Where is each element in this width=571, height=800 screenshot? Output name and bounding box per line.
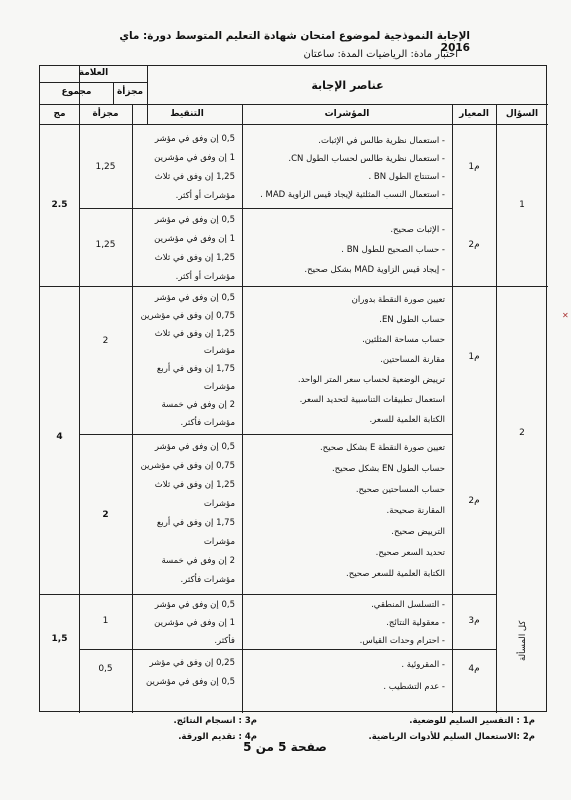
indicator-line: - التسلسل المنطقي.: [371, 600, 445, 610]
col-partial: مجزأة: [92, 109, 119, 119]
grid-line: [40, 286, 548, 287]
scoring-line: 1,25 إن وفق في ثلاث: [154, 480, 235, 490]
exam-title: الإجابة النموذجية لموضوع امتحان شهادة التعليم المتوسط دورة: ماي 2016: [119, 30, 470, 54]
indicator-line: - استنتاج الطول BN .: [368, 172, 445, 182]
scoring-line: 0,5 إن وفق في مؤشر: [154, 442, 235, 452]
indicator-line: تعيين صورة النقطة بدوران: [351, 295, 445, 305]
scoring-line: 1,25 إن وفق في ثلاث: [154, 328, 235, 339]
col-criterion: المعيار: [459, 109, 489, 119]
scoring-line: مؤشرات أو أكثر.: [175, 191, 235, 201]
indicator-line: الكتابة العلمية للسعر صحيح.: [346, 569, 445, 579]
scoring-line: 0,5 إن وفق في مؤشرين: [146, 677, 235, 687]
q3-m4-criterion: م4: [468, 664, 480, 674]
grid-line: [496, 104, 497, 713]
page-number: صفحة 5 من 5: [243, 740, 327, 754]
indicator-line: - استعمال النسب المثلثية لإيجاد قيس الزاوية MAD .: [260, 190, 445, 200]
col-indicators: المؤشرات: [324, 109, 370, 119]
scoring-line: مؤشرات أو أكثر.: [175, 272, 235, 282]
total-header: مجموع: [61, 87, 92, 97]
col-question: السؤال: [505, 109, 539, 119]
scoring-line: 1 إن وفق في مؤشرين: [154, 153, 235, 163]
scoring-line: 1,75 إن وفق في أربع: [156, 518, 235, 528]
grading-table: [39, 65, 547, 712]
exam-subtitle: اختبار مادة: الرياضيات المدة: ساعتان: [303, 49, 458, 60]
q2-m2-partial: 2: [102, 510, 109, 520]
indicator-line: الكتابة العلمية للسعر.: [369, 415, 445, 425]
grade-header: العلامة: [78, 68, 109, 78]
q3-m3-partial: 1: [102, 616, 109, 626]
scoring-line: 2 إن وفق في خمسة: [161, 399, 235, 410]
q3-m3-indicators: [360, 596, 445, 650]
q3-label: كل المسألة: [518, 620, 528, 662]
q3-total: 1,5: [51, 634, 68, 644]
partial-header: مجزأة: [116, 87, 144, 97]
indicator-line: - استعمال نظرية طالس لحساب الطول CN.: [288, 154, 445, 164]
col-total: مج: [53, 109, 66, 119]
scoring-line: 0,75 إن وفق في مؤشرين: [140, 310, 235, 321]
legend-m3: م3 : انسجام النتائج.: [173, 716, 257, 726]
q2-m2-criterion: م2: [468, 496, 480, 506]
scoring-line: 1,25 إن وفق في ثلاث: [154, 172, 235, 182]
scoring-line: 0,5 إن وفق في مؤشر: [154, 600, 235, 610]
scoring-line: 1 إن وفق في مؤشرين: [154, 234, 235, 244]
scoring-line: 0,25 إن وفق في مؤشر: [149, 658, 235, 668]
scoring-line: 1,25 إن وفق في ثلاث: [154, 253, 235, 263]
q2-total: 4: [56, 432, 63, 442]
q2-m1-criterion: م1: [468, 352, 480, 362]
scoring-line: 1,75 إن وفق في أربع: [156, 364, 235, 375]
scoring-line: 0,5 إن وفق في مؤشر: [154, 215, 235, 225]
indicator-line: تعيين صورة النقطة E بشكل صحيح.: [319, 443, 445, 453]
indicator-line: - معقولية النتائج.: [386, 618, 445, 628]
q2-m2-scoring: [141, 438, 235, 590]
q2-m2-indicators: [320, 438, 445, 585]
scoring-line: مؤشرات: [203, 346, 235, 357]
grid-line: [40, 594, 496, 595]
indicator-line: المقارنة صحيحة.: [386, 506, 445, 516]
grid-line: [40, 104, 548, 105]
q1-m1-criterion: م1: [468, 162, 480, 172]
grid-line: [40, 124, 548, 125]
q3-m4-indicators: [383, 654, 445, 698]
scoring-line: مؤشرات فأكثر.: [180, 575, 235, 585]
scoring-line: 2 إن وفق في خمسة: [161, 556, 235, 566]
q2-m1-scoring: [141, 290, 235, 432]
grid-line: [242, 104, 243, 713]
scoring-line: مؤشرات: [203, 499, 235, 509]
q1-m2-partial: 1,25: [95, 240, 116, 250]
q3-m3-scoring: [154, 596, 235, 650]
indicator-line: - المقروئية .: [401, 660, 445, 670]
scoring-line: مؤشرات: [203, 537, 235, 547]
indicator-line: حساب الطول EN.: [379, 315, 445, 325]
indicator-line: حساب المساحتين صحيح.: [355, 485, 445, 495]
grid-line: [40, 82, 147, 83]
scoring-line: 0,5 إن وفق في مؤشر: [154, 293, 235, 303]
q1-number: 1: [519, 200, 525, 210]
q1-m1-indicators: [260, 132, 445, 204]
grid-line: [132, 104, 133, 713]
q3-m4-partial: 0,5: [98, 664, 113, 674]
indicator-line: ترييض الوضعية لحساب سعر المتر الواحد.: [297, 375, 445, 385]
q1-m1-partial: 1,25: [95, 162, 116, 172]
q3-m3-criterion: م3: [468, 616, 480, 626]
q3-m4-scoring: [146, 654, 235, 692]
grid-line: [79, 208, 453, 209]
scoring-line: مؤشرات فأكثر.: [180, 417, 235, 428]
indicator-line: الترييض صحيح.: [391, 527, 445, 537]
answer-elements-header: عناصر الإجابة: [311, 79, 384, 92]
q2-m1-indicators: [298, 290, 445, 430]
q1-m2-indicators: [304, 220, 445, 280]
indicator-line: حساب مساحة المثلثين.: [362, 335, 445, 345]
indicator-line: - إيجاد قيس الزاوية MAD بشكل صحيح.: [304, 265, 445, 275]
scoring-line: 0,5 إن وفق في مؤشر: [154, 134, 235, 144]
margin-mark: ✕: [562, 311, 569, 320]
indicator-line: - الإثبات صحيح.: [390, 225, 445, 235]
indicator-line: حساب الطول EN بشكل صحيح.: [331, 464, 445, 474]
grid-line: [79, 434, 453, 435]
indicator-line: - حساب الصحيح للطول BN .: [341, 245, 445, 255]
q1-total: 2.5: [51, 200, 68, 210]
indicator-line: - عدم التشطيب .: [383, 682, 445, 692]
indicator-line: استعمال تطبيقات التناسبية لتحديد السعر.: [299, 395, 445, 405]
indicator-line: مقارنة المساحتين.: [380, 355, 445, 365]
legend-m2: م2 :الاستعمال السليم للأدوات الرياضية.: [368, 732, 535, 742]
q1-m2-scoring: [154, 211, 235, 287]
legend-m4: م4 : تقديم الورقة.: [178, 732, 257, 742]
indicator-line: تحديد السعر صحيح.: [375, 548, 445, 558]
indicator-line: - استعمال نظرية طالس في الإثبات.: [318, 136, 445, 146]
scoring-line: 1 إن وفق في مؤشرين: [154, 618, 235, 628]
scoring-line: فأكثر.: [214, 636, 235, 646]
legend-m1: م1 : التفسير السليم للوضعية.: [409, 716, 535, 726]
q2-number: 2: [519, 428, 525, 438]
q2-m1-partial: 2: [102, 336, 109, 346]
q1-m1-scoring: [154, 130, 235, 206]
indicator-line: - احترام وحدات القياس.: [359, 636, 445, 646]
scoring-line: مؤشرات: [203, 381, 235, 392]
scoring-line: 0,75 إن وفق في مؤشرين: [140, 461, 235, 471]
col-scoring: التنقيط: [170, 109, 204, 119]
q1-m2-criterion: م2: [468, 240, 480, 250]
